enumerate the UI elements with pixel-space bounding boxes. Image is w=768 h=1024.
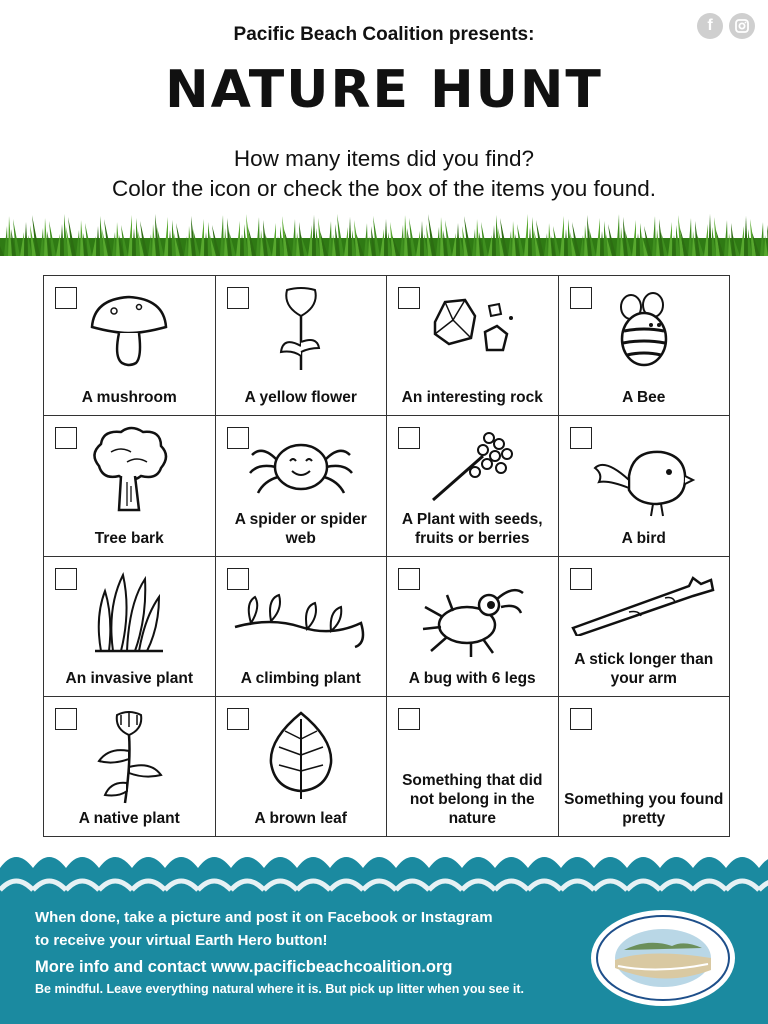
presenter-line: Pacific Beach Coalition presents: — [233, 24, 535, 45]
item-label: A mushroom — [81, 389, 177, 407]
page-title: NATURE HUNT — [165, 60, 603, 120]
grid-row — [44, 696, 730, 836]
invasive-plant-icon[interactable] — [44, 567, 215, 653]
item-label: Something you found pretty — [564, 791, 724, 827]
item-label: A Bee — [622, 389, 666, 407]
hunt-item — [215, 276, 387, 416]
facebook-icon[interactable]: f — [697, 13, 723, 39]
hunt-item — [558, 416, 730, 556]
footer-contact: More info and contact www.pacificbeachcoalition.org — [35, 958, 453, 976]
leaf-icon[interactable] — [216, 709, 387, 801]
item-checkbox[interactable] — [570, 708, 592, 730]
item-label: A bug with 6 legs — [408, 669, 536, 687]
subtitle-instructions: Color the icon or check the box of the items you found. — [111, 176, 657, 201]
hunt-item — [215, 416, 387, 556]
item-label: An invasive plant — [65, 669, 193, 687]
grid-row — [44, 416, 730, 556]
hunt-item — [558, 556, 730, 696]
mushroom-icon[interactable] — [44, 286, 215, 372]
hunt-item — [387, 556, 559, 696]
hunt-item — [387, 696, 559, 836]
hunt-item — [44, 276, 216, 416]
stick-icon[interactable] — [559, 569, 730, 639]
bug-icon[interactable] — [387, 581, 558, 661]
item-label: A Plant with seeds, fruits or berries — [401, 510, 543, 547]
rock-icon[interactable] — [387, 290, 558, 360]
item-checkbox[interactable] — [398, 708, 420, 730]
bee-icon[interactable] — [559, 286, 730, 372]
flower-icon[interactable] — [216, 286, 387, 372]
hunt-item — [215, 696, 387, 836]
hunt-item — [558, 696, 730, 836]
item-label: A spider or spider web — [234, 510, 367, 547]
berries-icon[interactable] — [387, 428, 558, 504]
hunt-item — [387, 276, 559, 416]
footer-reminder: Be mindful. Leave everything natural where it is. But pick up litter when you see it. — [35, 982, 524, 996]
hunt-item — [44, 556, 216, 696]
coalition-logo — [588, 908, 738, 1008]
subtitle-question: How many items did you find? — [233, 146, 535, 171]
item-label: A climbing plant — [240, 669, 361, 687]
hunt-grid — [43, 275, 730, 837]
hunt-item — [44, 696, 216, 836]
grid-row — [44, 556, 730, 696]
hunt-item — [387, 416, 559, 556]
bird-icon[interactable] — [559, 438, 730, 522]
grid-row — [44, 276, 730, 416]
spider-icon[interactable] — [216, 432, 387, 502]
item-label: Tree bark — [94, 529, 164, 547]
item-label: An interesting rock — [401, 389, 543, 407]
item-label: A yellow flower — [244, 389, 357, 407]
climbing-plant-icon[interactable] — [216, 581, 387, 651]
tree-icon[interactable] — [44, 426, 215, 512]
native-plant-icon[interactable] — [44, 711, 215, 807]
hunt-item — [215, 556, 387, 696]
item-label: Something that did not belong in the nature — [402, 772, 543, 827]
footer-instructions: When done, take a picture and post it on Facebook or Instagram to receive your virtual Earth Hero button! — [35, 909, 493, 949]
hunt-item — [44, 416, 216, 556]
grass-decoration — [0, 208, 768, 256]
item-label: A native plant — [78, 810, 180, 827]
item-label: A bird — [621, 529, 666, 547]
hunt-item — [558, 276, 730, 416]
item-label: A stick longer than your arm — [574, 650, 714, 687]
item-label: A brown leaf — [254, 810, 347, 827]
